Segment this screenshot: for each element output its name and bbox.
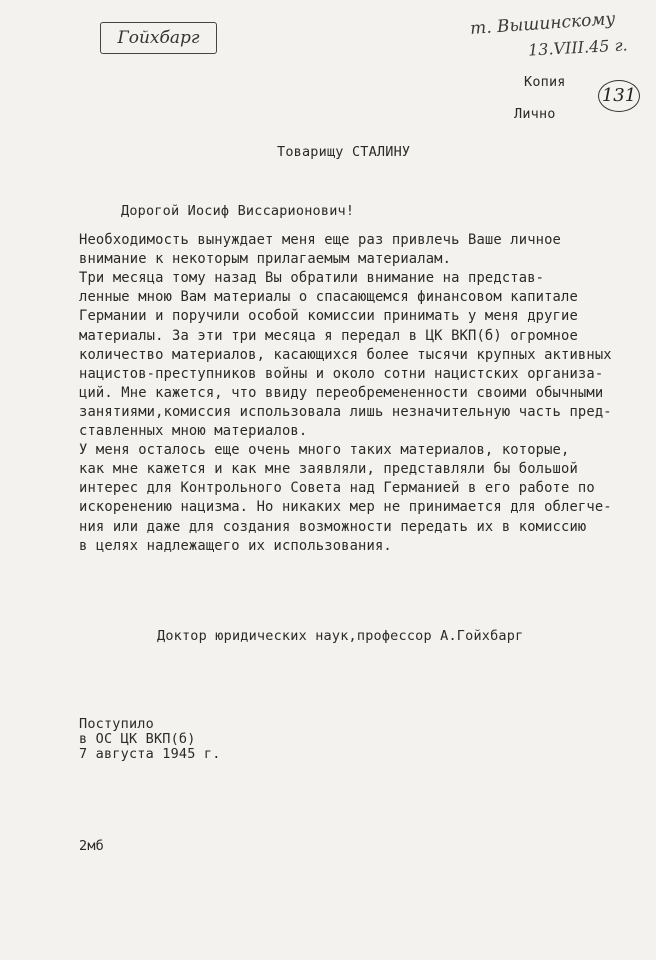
signature: Доктор юридических наук,профессор А.Гойхбарг bbox=[157, 628, 524, 644]
letter-body-line: занятиями,комиссия использовала лишь незначительную часть пред- bbox=[79, 403, 612, 420]
copy-mark: Копия bbox=[524, 74, 566, 90]
personal-mark: Лично bbox=[514, 106, 556, 122]
letter-body-line: как мне кажется и как мне заявляли, представляли бы большой bbox=[79, 461, 578, 478]
letter-body-line: искоренению нацизма. Но никаких мер не принимается для облегче- bbox=[79, 499, 612, 516]
letter-body-line: Германии и поручили особой комиссии принимать у меня другие bbox=[79, 308, 578, 325]
letter-body-line: Три месяца тому назад Вы обратили внимание на представ- bbox=[79, 270, 545, 287]
footer-code: 2мб bbox=[79, 838, 104, 854]
letter-body-line: нацистов-преступников войны и около сотни нацистских организа- bbox=[79, 365, 604, 382]
handwritten-name: Гойхбарг bbox=[117, 28, 200, 48]
letter-body-line: Необходимость вынуждает меня еще раз привлечь Ваше личное bbox=[79, 232, 562, 248]
letter-body-line: ций. Мне кажется, что ввиду переобремененности своими обычными bbox=[79, 384, 604, 401]
addressee: Товарищу СТАЛИНУ bbox=[277, 144, 411, 160]
letter-body-line: материалы. За эти три месяца я передал в ЦК ВКП(б) огромное bbox=[79, 327, 578, 344]
page-number: 131 bbox=[601, 85, 637, 106]
letter-body-line: У меня осталось еще очень много таких материалов, которые, bbox=[79, 442, 570, 459]
received-line-2: в ОС ЦК ВКП(б) bbox=[79, 731, 196, 747]
letter-body-line: интерес для Контрольного Совета над Германией в его работе по bbox=[79, 480, 595, 497]
received-line-3: 7 августа 1945 г. bbox=[79, 746, 221, 762]
letter-body-line: количество материалов, касающихся более тысячи крупных активных bbox=[79, 346, 612, 363]
page-number-circle bbox=[598, 80, 640, 112]
letter-body-line: ния или даже для создания возможности передать их в комиссию bbox=[79, 518, 587, 535]
letter-body-line: ставленных мною материалов. bbox=[79, 423, 308, 439]
letter-body-line: в целях надлежащего их использования. bbox=[79, 537, 392, 554]
letter-body-line: ленные мною Вам материалы о спасающемся финансовом капитале bbox=[79, 289, 578, 306]
handwritten-resolution: т. Вышинскому bbox=[469, 8, 616, 40]
letter-body-line: внимание к некоторым прилагаемым материалам. bbox=[79, 251, 452, 268]
received-line-1: Поступило bbox=[79, 716, 154, 732]
handwritten-name-box bbox=[100, 22, 217, 54]
handwritten-date: 13.VIII.45 г. bbox=[527, 35, 629, 60]
salutation: Дорогой Иосиф Виссарионович! bbox=[121, 203, 355, 219]
